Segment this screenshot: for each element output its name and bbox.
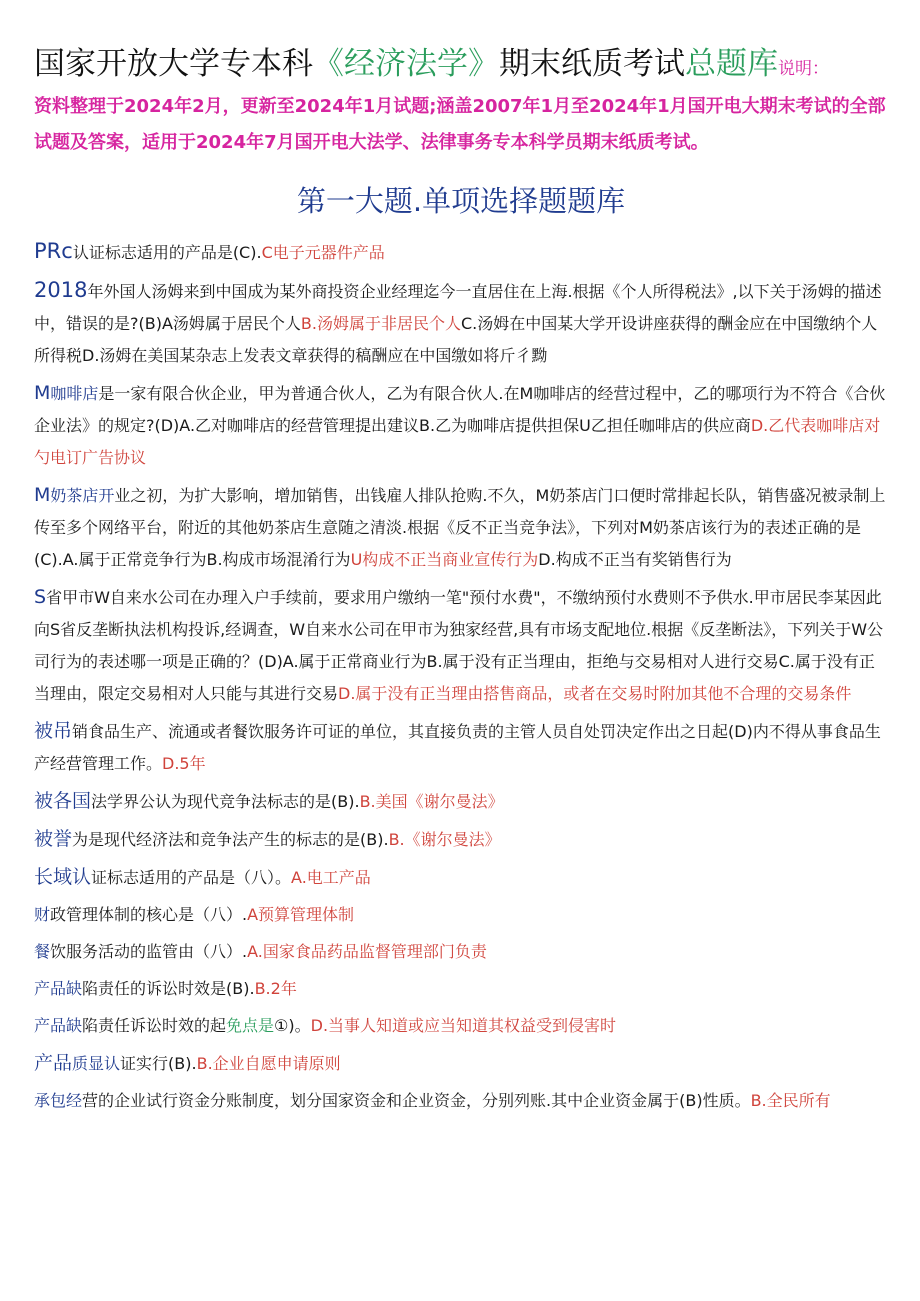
question-lead: 被誉: [34, 828, 73, 850]
question-body: 认证标志适用的产品是(C).: [72, 243, 262, 262]
title-rest: 期末纸质考试: [499, 46, 685, 82]
question-body: 是一家有限合伙企业，甲为普通合伙人，乙为有限合伙人.在M咖啡店的经营过程中，乙的哪项行为不符合《合伙企业法》的规定?(D)A.乙对咖啡店的经营管理提出建议B.乙为咖啡店提供担保U乙担任咖啡店的供应商: [34, 384, 886, 435]
question-body: 陷责任诉讼时效的起: [82, 1016, 227, 1035]
question-item: [34, 861, 888, 894]
question-lead: M: [34, 484, 51, 506]
question-answer: B.《谢尔曼法》: [388, 830, 501, 849]
question-answer: B.全民所有: [750, 1091, 831, 1110]
section-title: 第一大题.单项选择题题库: [296, 184, 626, 218]
question-body: 业之初，为扩大影响，增加销售，出钱雇人排队抢购.不久，M奶茶店门口便时常排起长队，销售盛况被录制上传至多个网络平台，附近的其他奶茶店生意随之清淡.根据《反不正当竞争法》，下列对M奶茶店该行为的表述正确的是(C).A.属于正常竞争行为B.构成市场混淆行为: [34, 486, 886, 569]
document-header: [34, 44, 888, 161]
question-answer: B.汤姆属于非居民个人: [300, 314, 461, 333]
question-answer: B.美国《谢尔曼法》: [359, 792, 504, 811]
question-body: 省甲市W自来水公司在办理入户手续前，要求用户缴纳一笔"预付水费"，不缴纳预付水费则不予供水.甲市居民李某因此向S省反垄断执法机构投诉,经调查，W自来水公司在甲市为独家经营,具有市场支配地位.根据《反垄断法》，下列关于W公司行为的表述哪一项是正确的？(D)A.属于正常商业行为B.属于没有正当理由，拒绝与交易相对人进行交易C.属于没有正当理由，限定交易相对人只能与其进行交易: [34, 588, 884, 703]
question-body: 为是现代经济法和竞争法产生的标志的是(B).: [72, 830, 389, 849]
question-answer: U构成不正当商业宣传行为: [350, 550, 539, 569]
question-lead: PRc: [34, 239, 73, 263]
question-item: [34, 274, 888, 372]
question-answer: D.当事人知道或应当知道其权益受到侵害时: [310, 1016, 617, 1035]
question-lead: M: [34, 382, 51, 404]
question-lead: 2018: [34, 278, 88, 302]
question-item: [34, 1047, 888, 1080]
question-lead: 产品缺: [34, 979, 83, 998]
question-body: 证实行(B).: [120, 1054, 197, 1073]
question-item: [34, 235, 888, 269]
question-lead: 被吊: [34, 720, 73, 742]
question-lead: 财: [34, 905, 51, 924]
question-list: [34, 235, 888, 1117]
note-label: 说明：: [778, 59, 829, 79]
question-tail: D.构成不正当有奖销售行为: [538, 550, 732, 569]
question-body: 饮服务活动的监管由（八）.: [50, 942, 248, 961]
question-lead: 长域认: [34, 866, 92, 888]
question-lead: 被各国: [34, 790, 92, 812]
question-answer: C电子元器件产品: [261, 243, 385, 262]
question-item: [34, 715, 888, 780]
question-answer: D.属于没有正当理由搭售商品，或者在交易时附加其他不合理的交易条件: [338, 684, 852, 703]
question-lead: 餐: [34, 942, 51, 961]
question-lead-2: 咖啡店: [50, 384, 99, 403]
question-answer: A.国家食品药品监督管理部门负责: [247, 942, 487, 961]
question-body: 证标志适用的产品是（八）。: [91, 868, 292, 887]
question-item: [34, 479, 888, 576]
question-item: [34, 936, 888, 968]
question-answer: A.电工产品: [291, 868, 371, 887]
question-item: [34, 823, 888, 856]
question-lead-2: 奶茶店开: [50, 486, 115, 505]
question-item: [34, 973, 888, 1005]
title-main: 国家开放大学专本科: [34, 46, 313, 82]
question-tail: C.汤姆在中国某大学开设讲座获得的酬金应在中国缴纳个人所得税D.汤姆在美国某杂志上发表文章获得的稿酬应在中国缴如将斤彳黝: [34, 314, 878, 365]
title-total: 总题库: [685, 46, 778, 82]
question-body: 销食品生产、流通或者餐饮服务许可证的单位，其直接负责的主管人员自处罚决定作出之日起(D)内不得从事食品生产经营管理工作。: [34, 722, 881, 773]
question-lead: 承包经: [34, 1091, 83, 1110]
question-item: [34, 377, 888, 474]
question-answer: D.5年: [162, 754, 206, 773]
question-body-2: ①)。: [274, 1016, 311, 1035]
question-body: 年外国人汤姆来到中国成为某外商投资企业经理迄今一直居住在上海.根据《个人所得税法》,以下关于汤姆的描述中，错误的是?(B)A汤姆属于居民个人: [34, 282, 882, 333]
question-body: 营的企业试行资金分账制度，划分国家资金和企业资金，分别列账.其中企业资金属于(B)性质。: [82, 1091, 751, 1110]
question-answer: B.2年: [254, 979, 297, 998]
note-text: 资料整理于2024年2月，更新至2024年1月试题;涵盖2007年1月至2024年1月国开电大期末考试的全部试题及答案，适用于2024年7月国开电大法学、法律事务专本科学员期末纸质考试。: [34, 96, 886, 153]
question-item: [34, 1085, 888, 1117]
question-highlight: 免点是: [226, 1016, 275, 1035]
question-item: [34, 899, 888, 931]
question-lead: S: [34, 586, 47, 608]
question-answer: D.乙代表咖啡店对勺电订广告协议: [34, 416, 881, 467]
question-item: [34, 581, 888, 710]
question-lead: 产品缺: [34, 1016, 83, 1035]
question-answer: A预算管理体制: [247, 905, 355, 924]
question-body: 法学界公认为现代竞争法标志的是(B).: [91, 792, 360, 811]
question-lead: 产品: [34, 1052, 73, 1074]
question-body: 政管理体制的核心是（八）.: [50, 905, 248, 924]
question-item: [34, 785, 888, 818]
question-answer: B.企业自愿申请原则: [196, 1054, 341, 1073]
question-body: 陷责任的诉讼时效是(B).: [82, 979, 255, 998]
question-lead-2: 质显认: [72, 1054, 121, 1073]
title-course: 《经济法学》: [313, 46, 499, 82]
question-item: [34, 1010, 888, 1042]
